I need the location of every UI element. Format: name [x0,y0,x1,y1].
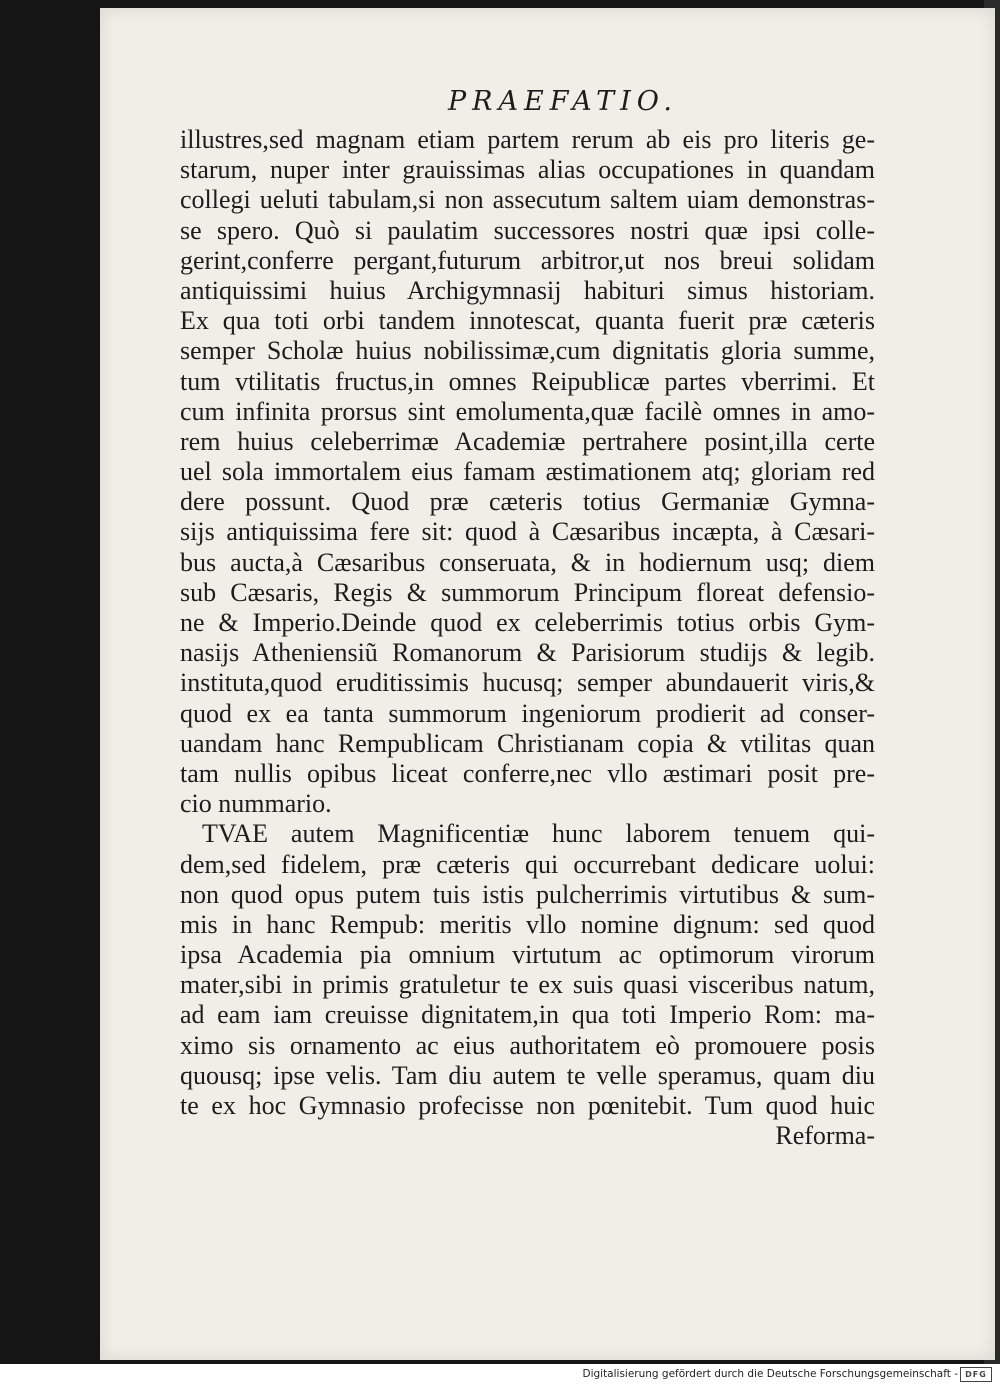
text-line: quousq; ipse velis. Tam diu autem te velle speramus, quam diu [180,1060,875,1090]
text-line: illustres,sed magnam etiam partem rerum ab eis pro literis ge- [180,125,875,154]
text-line: uandam hanc Rempublicam Christianam copia & vtilitas quan [180,728,875,758]
text-line: collegi ueluti tabulam,si non assecutum saltem uiam demonstras- [180,185,875,215]
text-line: cio nummario. [180,789,332,819]
text-line: ad eam iam creuisse dignitatem,in qua toti Imperio Rom: ma- [180,1000,875,1030]
text-line: ximo sis ornamento ac eius authoritatem eò promouere posis [180,1030,875,1060]
text-line: sijs antiquissima fere sit: quod à Cæsaribus incæpta, à Cæsari- [180,517,875,547]
dfg-logo-icon: DFG [960,1367,992,1382]
funding-note: Digitalisierung gefördert durch die Deutsche Forschungsgemeinschaft - [582,1368,958,1380]
catchword: Reforma- [775,1121,875,1151]
text-line: antiquissimi huius Archigymnasij habituri simus historiam. [180,275,875,305]
text-line: gerint,conferre pergant,futurum arbitror,ut nos breui solidam [180,245,875,275]
text-line: semper Scholæ huius nobilissimæ,cum dignitatis gloria summe, [180,336,875,366]
text-line: starum, nuper inter grauissimas alias occupationes in quandam [180,155,875,185]
text-line: TVAE autem Magnificentiæ hunc laborem tenuem qui- [202,819,875,849]
text-line: sub Cæsaris, Regis & summorum Principum floreat defensio- [180,577,875,607]
running-head: PRAEFATIO. [448,86,678,117]
text-line: dem,sed fidelem, præ cæteris qui occurrebant dedicare uolui: [180,849,875,879]
text-line: dere possunt. Quod præ cæteris totius Germaniæ Gymna- [180,487,875,517]
text-line: ipsa Academia pia omnium virtutum ac optimorum virorum [180,940,875,970]
text-line: se spero. Quò si paulatim successores nostri quæ ipsi colle- [180,215,875,245]
text-line: bus aucta,à Cæsaribus conseruata, & in hodiernum usq; diem [180,547,875,577]
text-line: mis in hanc Rempub: meritis vllo nomine dignum: sed quod [180,909,875,939]
text-line: rem huius celeberrimæ Academiæ pertrahere posint,illa certe [180,426,875,456]
text-line: mater,sibi in primis gratuletur te ex suis quasi visceribus natum, [180,970,875,1000]
text-line: Ex qua toti orbi tandem innotescat, quanta fuerit præ cæteris [180,306,875,336]
text-line: tum vtilitatis fructus,in omnes Reipublicæ partes vberrimi. Et [180,366,875,396]
text-line: cum infinita prorsus sint emolumenta,quæ facilè omnes in amo- [180,396,875,426]
text-line: uel sola immortalem eius famam æstimationem atq; gloriam red [180,457,875,487]
text-line: quod ex ea tanta summorum ingeniorum prodierit ad conser- [180,698,875,728]
text-line: ne & Imperio.Deinde quod ex celeberrimis totius orbis Gym- [180,608,875,637]
text-line: te ex hoc Gymnasio profecisse non pœnitebit. Tum quod huic [180,1091,875,1120]
text-line: instituta,quod eruditissimis hucusq; semper abundauerit viris,& [180,668,875,698]
text-line: non quod opus putem tuis istis pulcherrimis virtutibus & sum- [180,879,875,909]
text-line: nasijs Atheniensiũ Romanorum & Parisiorum studijs & legib. [180,638,875,668]
text-line: tam nullis opibus liceat conferre,nec vllo æstimari posit pre- [180,758,875,788]
body-text [180,125,875,1151]
